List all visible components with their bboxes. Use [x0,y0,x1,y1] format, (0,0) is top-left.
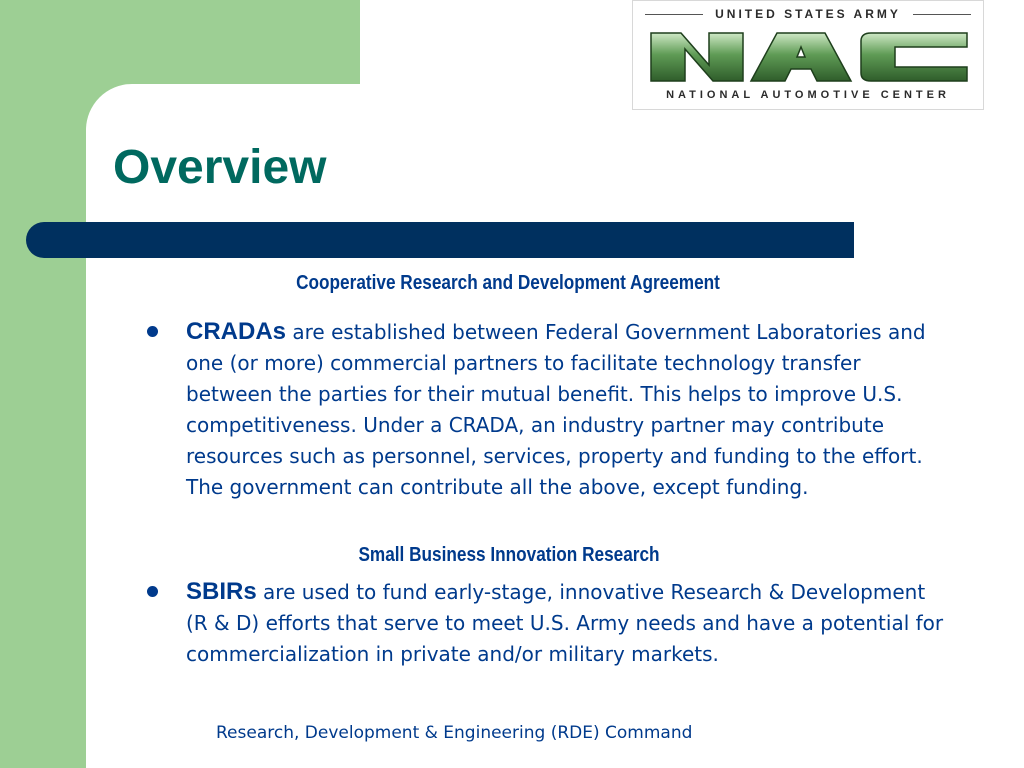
nac-logo [632,0,984,110]
title-divider-bar [26,222,854,258]
footer-text: Research, Development & Engineering (RDE) Command [216,723,693,743]
bullet-text-sbir [186,576,946,670]
logo-rule-right [913,14,971,15]
bullet-text-crada [186,316,946,503]
bullet-dot-icon [147,586,158,597]
bullet-body-crada: are established between Federal Government Laboratories and one (or more) commercial partners to facilitate technology transfer between the parties for their mutual benefit. This helps to improve U.S. competitiveness. Under a CRADA, an industry partner may contribute resources such as personnel, services, property and funding to the effort. The government can contribute all the above, except funding. [186,320,926,499]
bullet-lead-sbir: SBIRs [186,578,257,605]
logo-top-text: UNITED STATES ARMY [715,7,901,21]
logo-top-line [633,7,983,21]
logo-bottom-text: NATIONAL AUTOMOTIVE CENTER [666,89,950,101]
section-heading-sbir: Small Business Innovation Research [358,544,660,566]
logo-rule-left [645,14,703,15]
section-heading-crada: Cooperative Research and Development Agreement [296,272,720,294]
bullet-body-sbir: are used to fund early-stage, innovative Research & Development (R & D) efforts that serve to meet U.S. Army needs and have a potential for commercialization in private and/or military markets. [186,580,944,666]
bullet-lead-crada: CRADAs [186,318,287,345]
bullet-dot-icon [147,326,158,337]
nac-wordmark-icon [647,27,971,85]
page-title: Overview [113,141,327,194]
